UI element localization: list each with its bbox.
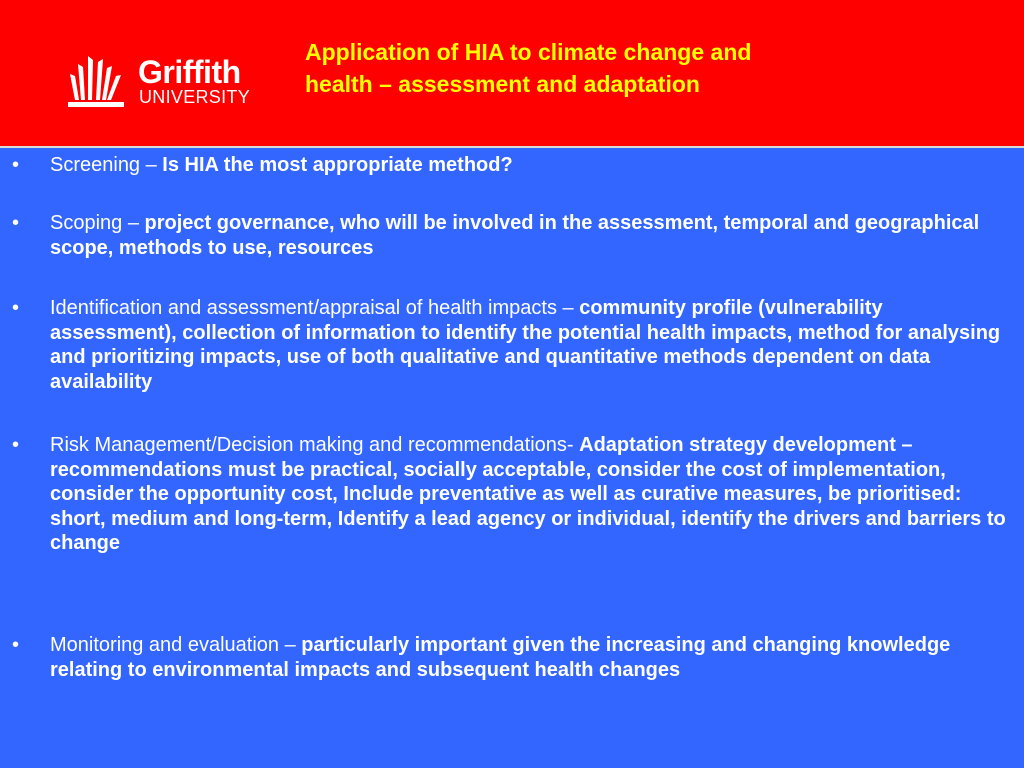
bullet-text — [50, 296, 1012, 394]
bullet-emphasis: community profile (vulnerability assessment), collection of information to identify the potential health impacts, method for analysing and prioritizing impacts, use of both qualitative and quantitative methods dependent on data availability — [50, 297, 1001, 393]
logo-subname: UNIVERSITY — [139, 87, 251, 107]
bullet-glyph: • — [12, 434, 20, 456]
bullet-emphasis: project governance, who will be involved in the assessment, temporal and geographical scope, methods to use, resources — [50, 212, 980, 259]
bullet-emphasis: particularly important given the increasing and changing knowledge relating to environmental impacts and subsequent health changes — [50, 634, 951, 681]
bullet-glyph: • — [12, 212, 20, 234]
bullet-text — [50, 153, 1012, 178]
bullet-lead: Scoping – — [50, 212, 145, 234]
bullet-glyph: • — [12, 634, 20, 656]
logo-name: Griffith — [138, 54, 241, 90]
griffith-university-logo-icon — [66, 54, 136, 110]
bullet-emphasis: Adaptation strategy development – recommendations must be practical, socially acceptable, consider the cost of implementation, consider the opportunity cost, Include preventative as well as curative measures, be prioritised: short, medium and long-term, Identify a lead agency or individual, identify the drivers and barriers to change — [50, 434, 1006, 554]
bullet-text — [50, 633, 1012, 682]
griffith-university-logo — [66, 54, 270, 110]
bullet-emphasis: Is HIA the most appropriate method? — [162, 154, 513, 176]
bullet-glyph: • — [12, 154, 20, 176]
bullet-lead: Identification and assessment/appraisal of health impacts – — [50, 297, 580, 319]
bullet-lead: Screening – — [50, 154, 163, 176]
slide-header — [0, 0, 1024, 146]
bullet-lead: Risk Management/Decision making and recommendations- — [50, 434, 580, 456]
header-divider — [0, 146, 1024, 148]
bullet-glyph: • — [12, 297, 20, 319]
bullet-text — [50, 433, 1012, 556]
bullet-lead: Monitoring and evaluation – — [50, 634, 302, 656]
slide-title: Application of HIA to climate change and health – assessment and adaptation — [305, 39, 752, 97]
bullet-text — [50, 211, 1012, 260]
